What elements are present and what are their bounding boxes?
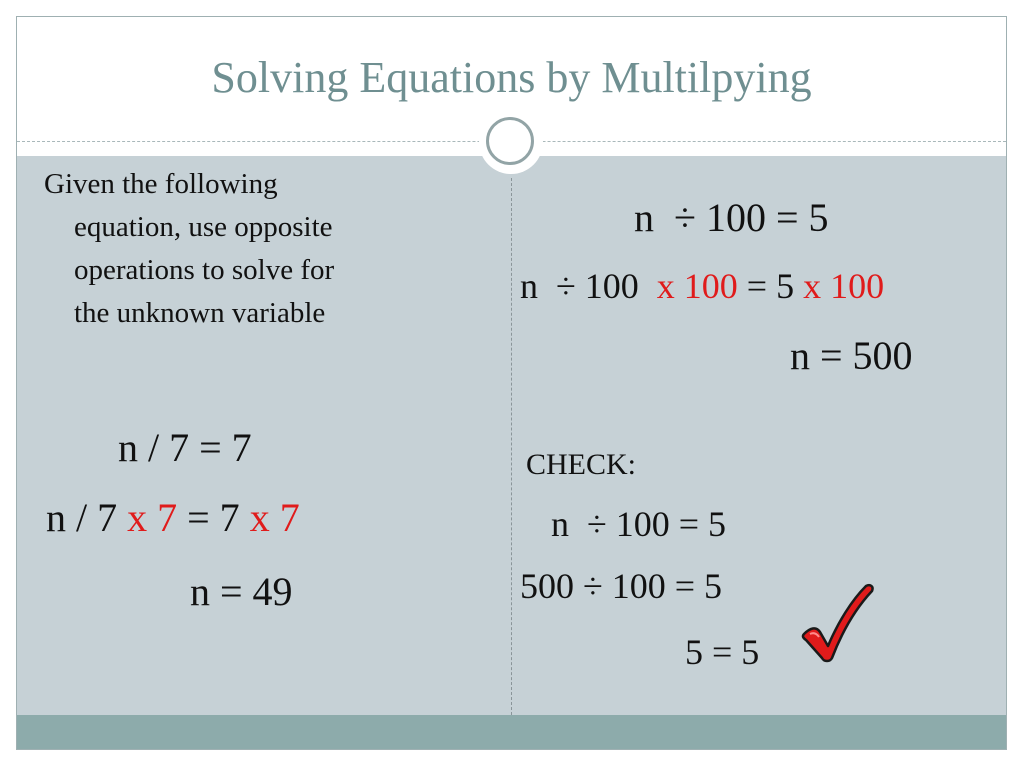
right-eq2-part: = 5 xyxy=(737,266,804,306)
left-eq2-operation: x 7 xyxy=(249,495,300,540)
intro-text xyxy=(44,163,464,335)
left-eq2-part: = 7 xyxy=(177,495,250,540)
circle-ornament xyxy=(486,117,534,165)
left-eq2-operation: x 7 xyxy=(127,495,178,540)
right-equation-2 xyxy=(520,264,884,308)
check-equation-3: 5 = 5 xyxy=(685,632,760,672)
right-equation-3: n = 500 xyxy=(790,333,913,378)
right-eq2-part: n ÷ 100 xyxy=(520,266,657,306)
checkmark-icon xyxy=(800,582,876,664)
intro-line: equation, use opposite xyxy=(74,211,333,243)
right-eq2-operation: x 100 xyxy=(803,266,885,306)
left-equation-3: n = 49 xyxy=(190,569,293,614)
left-equation-1: n / 7 = 7 xyxy=(118,425,252,470)
right-eq2-operation: x 100 xyxy=(656,266,738,306)
left-equation-2 xyxy=(46,494,300,542)
intro-line: the unknown variable xyxy=(74,297,326,329)
right-equation-1: n ÷ 100 = 5 xyxy=(634,195,829,240)
footer-bar xyxy=(17,715,1006,749)
left-eq2-part: n / 7 xyxy=(46,495,128,540)
slide-title: Solving Equations by Multilpying xyxy=(211,53,812,102)
check-equation-1: n ÷ 100 = 5 xyxy=(551,504,727,544)
check-equation-2: 500 ÷ 100 = 5 xyxy=(520,566,723,606)
intro-line: Given the following xyxy=(44,168,278,200)
intro-line: operations to solve for xyxy=(74,254,335,286)
check-label: CHECK: xyxy=(526,448,637,481)
column-divider xyxy=(511,178,512,715)
